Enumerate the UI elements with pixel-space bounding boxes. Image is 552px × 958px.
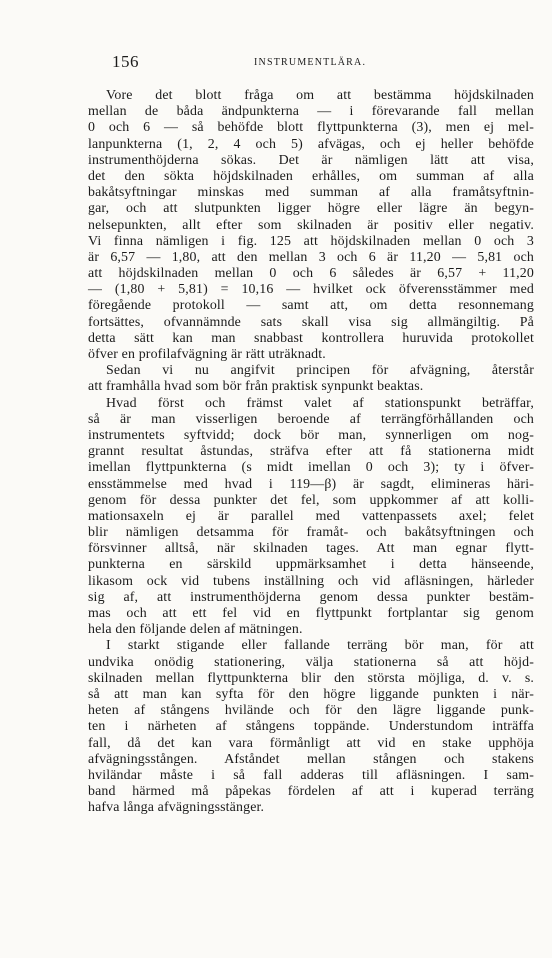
text-line: mationsaxeln ej är parallel med vattenpassets axel; felet [88,508,534,524]
text-line: — (1,80 + 5,81) = 10,16 — hvilket ock öfverensstämmer med [88,282,534,298]
text-line: ten i närheten af stångens toppände. Understundom inträffa [88,719,534,735]
text-line: afvägningsstången. Afståndet mellan stången och stakens [88,751,534,767]
text-line: Sedan vi nu angifvit principen för afvägning, återstår [106,363,534,379]
text-line: heten af stångens hvilände och för den lägre liggande punk- [88,703,534,719]
text-line: så är man visserligen beroende af terrängförhållanden och [88,411,534,427]
text-line: hafva långa afvägningsstänger. [88,800,265,816]
text-line: undvika onödig stationering, välja stationerna så att höjd- [88,654,534,670]
text-line: gar, och att slutpunkten ligger högre eller lägre än begyn- [88,201,534,217]
text-line: föregående protokoll — samt att, om detta resonnemang [88,298,534,314]
text-line: mas och att ett fel vid en flyttpunkt fortplantar sig genom [88,606,534,621]
text-line: imellan flyttpunkterna (s midt imellan 0 och 3); ty i öfver- [88,460,534,476]
text-line: hviländar måste i så fall adderas till afläsningen. I sam- [88,767,534,783]
body-text [88,88,534,816]
text-line: I starkt stigande eller fallande terräng bör man, för att [106,638,534,654]
text-line: Hvad först och främst valet af stationspunkt beträffar, [106,395,534,411]
text-line: Vi finna nämligen i fig. 125 att höjdskilnaden mellan 0 och 3 [88,233,534,249]
text-line: genom för dessa punkter det fel, som uppkommer af att kolli- [88,492,534,508]
text-line: Vore det blott fråga om att bestämma höjdskilnaden [106,88,534,103]
text-line: lanpunkterna (1, 2, 4 och 5) afvägas, och ej heller behöfde [88,136,534,152]
text-line: instrumentets syftvidd; dock bör man, synnerligen om nog- [88,427,534,443]
text-line: försvinner alltså, när skilnaden tages. Att man egnar flytt- [88,541,534,557]
text-line: är 6,57 — 1,80, att den mellan 3 och 6 är 11,20 — 5,81 och [88,249,534,265]
text-line: band härmed må påpekas fördelen af att i kuperad terräng [88,784,534,800]
text-line: det den sökta höjdskilnaden erhålles, om summan af alla [88,168,534,184]
text-line: skilnaden mellan flyttpunkterna blir den största möjliga, d. v. s. [88,670,534,686]
text-line: 0 och 6 — så behöfde blott flyttpunkterna (3), men ej mel- [88,120,534,136]
text-line: att höjdskilnaden mellan 0 och 6 således är 6,57 + 11,20 [88,266,534,282]
text-line: fall, då det kan vara förmånligt att vid en stake upphöja [88,735,534,751]
text-line: blir nämligen detsamma för framåt- och bakåtsyftningen och [88,525,534,541]
text-line: sig af, att instrumenthöjderna genom dessa punkter bestäm- [88,589,534,605]
text-line: fortsättes, ofvannämnde sats skall visa sig allmängiltig. På [88,314,534,330]
page-header [112,52,452,74]
text-line: instrumenthöjderna sökas. Det är nämligen lätt att visa, [88,152,534,168]
text-line: öfver en profilafvägning är rätt uträknadt. [88,347,326,362]
text-line: så att man kan syfta för den högre liggande punkten i när- [88,686,534,702]
text-line: ensstämmelse med hvad i 119—β) är sagdt, elimineras häri- [88,476,534,492]
text-line: bakåtsyftningar minskas med summan af alla framåtsyftnin- [88,185,534,201]
page-number: 156 [112,52,139,71]
text-line: hela den följande delen af mätningen. [88,622,303,638]
text-line: att framhålla hvad som bör från praktisk synpunkt beaktas. [88,379,424,395]
text-line: punkterna en särskild uppmärksamhet i detta hänseende, [88,557,534,573]
text-line: mellan de båda ändpunkterna — i förevarande fall mellan [88,104,534,120]
text-line: likasom ock vid tubens inställning och vid afläsningen, härleder [88,573,534,589]
text-line: grannt resultat åstundas, sträfva efter att få stationerna midt [88,444,534,460]
running-head: INSTRUMENTLÄRA. [254,57,367,68]
text-line: nelsepunkten, allt efter som skilnaden är positiv eller negativ. [88,217,534,233]
text-line: detta sätt kan man snabbast kontrollera huruvida protokollet [88,330,534,346]
